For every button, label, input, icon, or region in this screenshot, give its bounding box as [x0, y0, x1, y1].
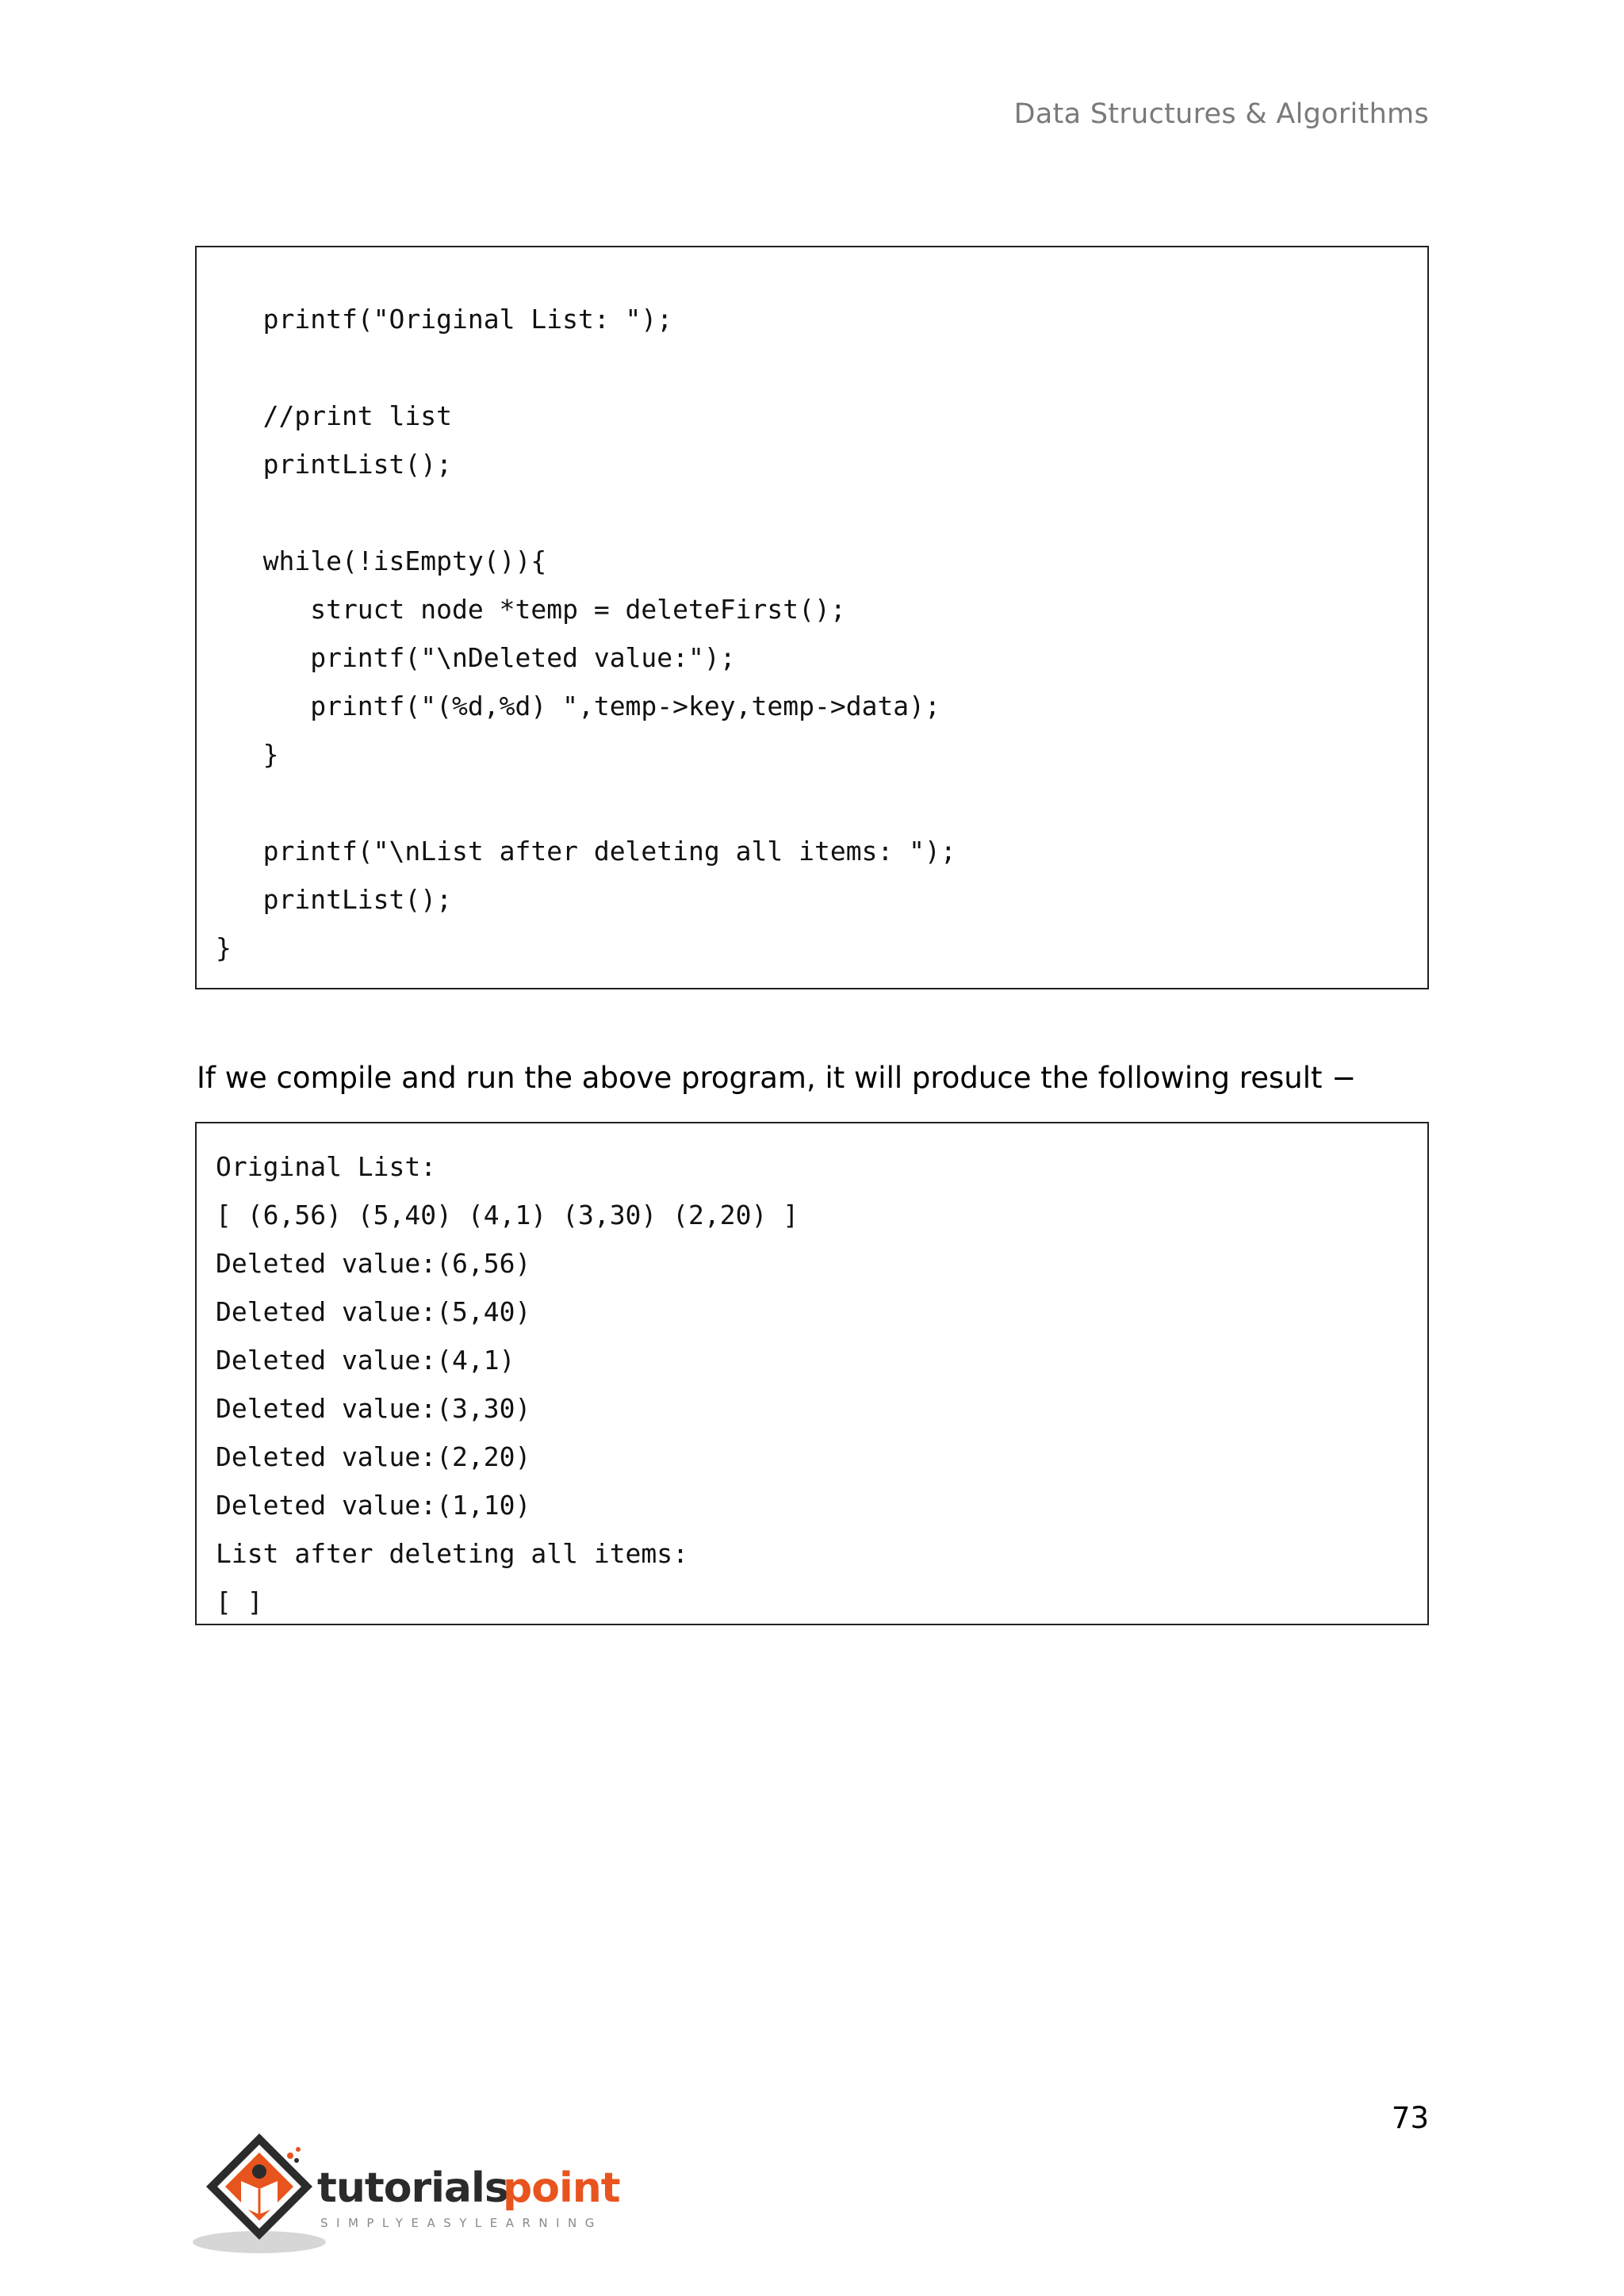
code-line: printf("(%d,%d) ",temp->key,temp->data); [216, 691, 940, 721]
output-line: [ ] [216, 1586, 263, 1617]
source-code-block [195, 246, 1429, 989]
output-line: Deleted value:(5,40) [216, 1296, 531, 1327]
code-line: printf("Original List: "); [216, 304, 673, 335]
code-line: printf("\nDeleted value:"); [216, 642, 736, 673]
output-line: Deleted value:(2,20) [216, 1441, 531, 1472]
code-line [216, 343, 1427, 392]
logo-wordmark-accent: point [503, 2164, 620, 2212]
code-line: } [216, 739, 279, 770]
logo-person-icon [252, 2164, 266, 2179]
output-line: [ (6,56) (5,40) (4,1) (3,30) (2,20) ] [216, 1200, 799, 1230]
output-line: Deleted value:(4,1) [216, 1345, 515, 1376]
code-line [216, 488, 1427, 537]
running-header: Data Structures & Algorithms [1013, 98, 1429, 130]
logo-tagline: SIMPLYEASYLEARNING [320, 2216, 603, 2230]
output-line: Deleted value:(1,10) [216, 1490, 531, 1521]
code-line: printList(); [216, 449, 453, 480]
code-line: printList(); [216, 884, 453, 915]
code-line [216, 779, 1427, 827]
code-line: struct node *temp = deleteFirst(); [216, 594, 846, 625]
output-line: Deleted value:(3,30) [216, 1393, 531, 1424]
code-line: } [216, 932, 232, 963]
output-line: Deleted value:(6,56) [216, 1248, 531, 1279]
program-output-block [195, 1122, 1429, 1625]
code-line: printf("\nList after deleting all items: "); [216, 836, 956, 867]
output-line: Original List: [216, 1151, 437, 1182]
code-line: while(!isEmpty()){ [216, 545, 547, 576]
page-number: 73 [1391, 2101, 1429, 2135]
tutorialspoint-logo [192, 2129, 636, 2256]
output-line: List after deleting all items: [216, 1538, 689, 1569]
logo-wordmark-dark: tutorials [317, 2164, 508, 2212]
code-line: //print list [216, 400, 453, 431]
body-paragraph: If we compile and run the above program, it will produce the following result − [197, 1061, 1357, 1095]
